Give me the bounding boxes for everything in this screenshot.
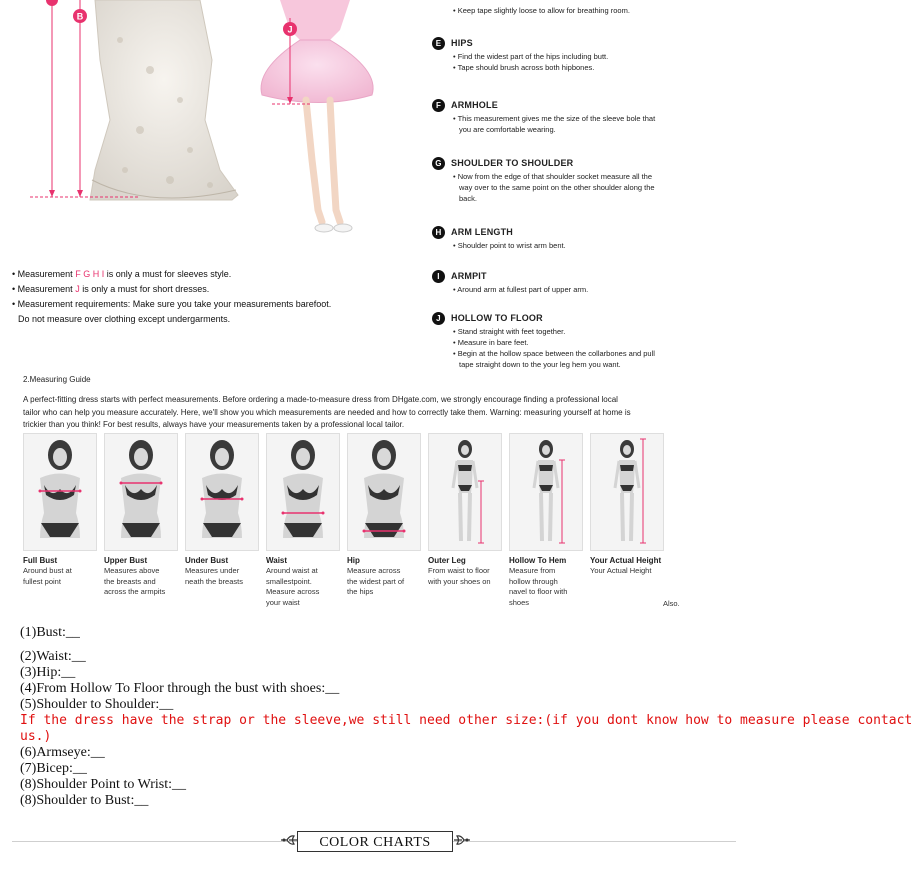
- ornament-left-icon: [280, 831, 298, 854]
- note-clothing: Do not measure over clothing except undergarments.: [18, 314, 231, 324]
- card-figure-hollow-to-hem: [510, 434, 583, 551]
- form-bust: (1)Bust:__: [20, 625, 80, 640]
- card-figure-actual-height: [591, 434, 664, 551]
- measure-h-arm-length: H ARM LENGTH • Shoulder point to wrist arm bent.: [432, 226, 566, 251]
- form-hollow-to-floor: (4)From Hollow To Floor through the bust with shoes:__: [20, 681, 340, 696]
- card-actual-height: Your Actual Height Your Actual Height: [590, 556, 662, 575]
- form-shoulder-to-shoulder: (5)Shoulder to Shoulder:__: [20, 697, 174, 712]
- h-badge-icon: H: [432, 226, 445, 239]
- e-badge-icon: E: [432, 37, 445, 50]
- g-badge-icon: G: [432, 157, 445, 170]
- form-extra-size-note: If the dress have the strap or the sleeve,we still need other size:(if you dont know how to measure please contact: [20, 713, 912, 728]
- note-sleeves: • Measurement F G H I is only a must for sleeves style.: [12, 269, 232, 279]
- marker-b: B: [76, 11, 84, 22]
- form-shoulder-to-bust: (8)Shoulder to Bust:__: [20, 793, 149, 808]
- card-upper-bust: Upper Bust Measures above the breasts and across the armpits: [104, 556, 166, 596]
- note-barefoot: • Measurement requirements: Make sure you take your measurements barefoot.: [12, 299, 332, 309]
- color-charts-title: COLOR CHARTS: [319, 835, 431, 850]
- i-badge-icon: I: [432, 270, 445, 283]
- also-label: Also.: [663, 599, 680, 608]
- dress-illustration: [0, 0, 420, 262]
- guide-heading: 2.Measuring Guide: [23, 375, 91, 384]
- measurement-notes: [12, 267, 331, 327]
- card-hip: Hip Measure across the widest part of the hips: [347, 556, 405, 596]
- card-figure-under-bust: [186, 434, 259, 551]
- form-waist: (2)Waist:__: [20, 649, 86, 664]
- card-figure-upper-bust: [105, 434, 178, 551]
- guide-paragraph: A perfect-fitting dress starts with perfect measurements. Before ordering a made-to-measure dress from DHgate.com, we strongly encourage finding a professional local tailor who can help you measure accurately. Here, we'll show you which measurements are needed and how to correctly take them. Warning: measuring yourself at home is trickier than you think! For best results, always have your measurements taken by a professional local tailor.: [23, 395, 631, 429]
- measure-d-partial: • Keep tape slightly loose to allow for breathing room.: [453, 6, 630, 15]
- ornament-right-icon: [453, 831, 471, 854]
- color-charts-banner: [297, 831, 453, 852]
- card-outer-leg: Outer Leg From waist to floor with your shoes on: [428, 556, 491, 586]
- marker-j: J: [287, 24, 293, 35]
- dress-figures-image: [0, 0, 420, 262]
- j-badge-icon: J: [432, 312, 445, 325]
- card-figure-outer-leg: [429, 434, 502, 551]
- measure-g-shoulder: G SHOULDER TO SHOULDER • Now from the edge of that shoulder socket measure all the way over to the same point on the other shoulder along the back.: [432, 157, 655, 204]
- card-hollow-to-hem: Hollow To Hem Measure from hollow through navel to floor with shoes: [509, 556, 568, 607]
- form-hip: (3)Hip:__: [20, 665, 76, 680]
- card-figure-waist: [267, 434, 340, 551]
- card-full-bust: Full Bust Around bust at fullest point: [23, 556, 72, 586]
- measure-f-armhole: F ARMHOLE • This measurement gives me the size of the sleeve bole that you are comfortable wearing.: [432, 99, 655, 135]
- measure-i-armpit: I ARMPIT • Around arm at fullest part of upper arm.: [432, 270, 588, 295]
- form-shoulder-to-wrist: (8)Shoulder Point to Wrist:__: [20, 777, 187, 792]
- guide-card-labels: [23, 555, 743, 615]
- measure-e-hips: E HIPS • Find the widest part of the hips including butt. • Tape should brush across both hipbones.: [432, 37, 608, 73]
- guide-cards: [23, 433, 743, 558]
- form-armseye: (6)Armseye:__: [20, 745, 105, 760]
- form-extra-size-note-cont: us.): [20, 729, 52, 744]
- card-under-bust: Under Bust Measures under neath the breasts: [185, 556, 243, 586]
- card-waist: Waist Around waist at smallestpoint. Measure across your waist: [266, 556, 320, 607]
- measure-j-hollow-to-floor: J HOLLOW TO FLOOR • Stand straight with feet together. • Measure in bare feet. • Begin at the hollow space between the collarbones and pull tape straight down to the your leg hem you want.: [432, 312, 655, 370]
- note-short-dress: • Measurement J is only a must for short dresses.: [12, 284, 210, 294]
- form-bicep: (7)Bicep:__: [20, 761, 87, 776]
- card-figure-hip: [348, 434, 421, 551]
- guide-figures: [23, 433, 743, 553]
- card-figure-full-bust: [24, 434, 97, 551]
- f-badge-icon: F: [432, 99, 445, 112]
